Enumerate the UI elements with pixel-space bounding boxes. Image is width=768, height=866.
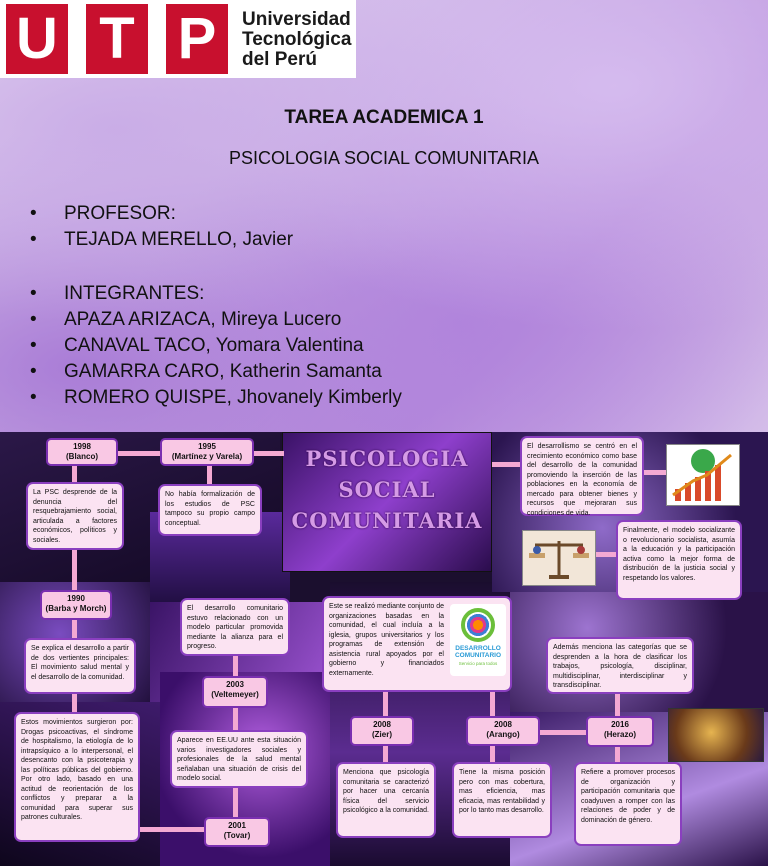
label-2008-arango: 2008 (Arango) — [466, 716, 540, 746]
label-2003-veltemeyer: 2003 (Veltemeyer) — [202, 676, 268, 708]
cover-slide — [0, 0, 768, 432]
text-box-herazo: Refiere a promover procesos de organización y participación comunitaria que coadyuven a romper con las relaciones de poder y de dominación de género. — [574, 762, 682, 846]
scale-icon — [523, 531, 595, 585]
justice-scale-illustration — [522, 530, 596, 586]
arrow-connector — [233, 787, 238, 817]
arrow-connector — [540, 730, 586, 735]
page-title: TAREA ACADEMICA 1 — [284, 107, 484, 128]
arrow-connector — [233, 708, 238, 730]
infographic-title: PSICOLOGIA SOCIAL COMUNITARIA — [291, 446, 483, 533]
page-subtitle: PSICOLOGIA SOCIAL COMUNITARIA — [228, 148, 540, 168]
label-2016-herazo: 2016 (Herazo) — [586, 716, 654, 747]
text-box-socialista: Finalmente, el modelo socializante o revolucionario socialista, asumía a la educación y la participación activa como la mejor forma de distribución de la justicia social y respetando los valores. — [616, 520, 742, 600]
text-box-barba: Se explica el desarrollo a partir de dos vertientes principales: El movimiento salud mental y el desarrollo de la comunidad. — [24, 638, 136, 694]
text-box-martinez: No había formalización de los estudios de PSC tampoco su propio campo conceptual. — [158, 484, 262, 536]
member-item: • CANAVAL TACO, Yomara Valentina — [30, 335, 364, 356]
decorative-photo — [668, 708, 764, 762]
members-list — [30, 281, 402, 411]
logo-letter-u: U — [6, 4, 68, 74]
text-box-organizaciones — [322, 596, 512, 692]
label-1990-barba: 1990 (Barba y Morch) — [40, 590, 112, 620]
text-box-desarrollo-comunitario: El desarrollo comunitario estuvo relacionado con un modelo particular promovida mediante la alianza para el progreso. — [180, 598, 290, 656]
text-box-blanco: La PSC desprende de la denuncia del resquebrajamiento social, articulada a factores económicos, políticos y sociales. — [26, 482, 124, 550]
arrow-connector — [383, 690, 388, 716]
text-box-zier: Menciona que psicología comunitaria se caracterizó por hacer una cercanía física del servicio psicológico a la comunidad. — [336, 762, 436, 838]
text-box-arango: Tiene la misma posición pero con mas cobertura, mas eficiencia, mas eficacia, mas rentabilidad y por lo tanto mas desarrollo. — [452, 762, 552, 838]
growth-chart-icon — [667, 445, 739, 505]
community-icon — [461, 608, 495, 642]
logo-text: DESARROLLO COMUNITARIO — [454, 645, 502, 659]
label-2001-tovar: 2001 (Tovar) — [204, 817, 270, 847]
logo-tagline: Servicio para todos — [458, 661, 498, 666]
growth-chart-illustration — [666, 444, 740, 506]
desarrollo-comunitario-logo — [450, 604, 506, 676]
utp-logo — [0, 0, 356, 78]
label-2008-zier: 2008 (Zier) — [350, 716, 414, 746]
text-box-categorias: Además menciona las categorías que se desprenden a la hora de clasificar los trabajos, psicología, disciplinar, multidisciplinar, interdisciplinar y transdisciplinar. — [546, 637, 694, 694]
arrow-connector — [490, 690, 495, 716]
label-1995-martinez: 1995 (Martínez y Varela) — [160, 438, 254, 466]
infographic — [0, 432, 768, 866]
arrow-connector — [72, 694, 77, 712]
members-heading: • INTEGRANTES: — [30, 283, 205, 304]
member-item: • ROMERO QUISPE, Jhovanely Kimberly — [30, 387, 402, 408]
text-box-tovar: Aparece en EE.UU ante esta situación varios investigadores sociales y profesionales de la salud mental señalaban una situación de crisis del modelo social. — [170, 730, 308, 788]
arrow-connector — [72, 550, 77, 590]
university-name: Universidad Tecnológica del Perú — [242, 9, 352, 70]
organizaciones-text: Este se realizó mediante conjunto de organizaciones basadas en la comunidad, el cual incluía a la iglesia, grupos universitarios y los programas de extensión de asistencia rural apoyados por el gobierno y financiados externamente. — [329, 603, 444, 677]
professor-name: • TEJADA MERELLO, Javier — [30, 229, 294, 250]
member-item: • APAZA ARIZACA, Mireya Lucero — [30, 309, 342, 330]
professor-heading: • PROFESOR: — [30, 203, 176, 224]
member-item: • GAMARRA CARO, Katherin Samanta — [30, 361, 382, 382]
label-1998-blanco: 1998 (Blanco) — [46, 438, 118, 466]
arrow-connector — [254, 451, 284, 456]
text-box-desarrollismo: El desarrollismo se centró en el crecimiento económico como base del desarrollo de la comunidad promoviendo la inserción de las poblaciones en la economía de mercado para obtener bienes y recursos que mejoraran sus condiciones de vida. — [520, 436, 644, 516]
arrow-connector — [72, 620, 77, 638]
text-box-movimientos: Estos movimientos surgieron por: Drogas psicoactivas, el síndrome de hospitalismo, la etiología de lo intrapsíquico a lo interpersonal, el desencanto con la psicoterapia y las políticas públicas del gobierno. Por otro lado, basado en una actitud de reorientación de los conflictos y preparar a la comunidad para superar sus patrones culturales. — [14, 712, 140, 842]
arrow-connector — [615, 694, 620, 716]
arrow-connector — [207, 465, 212, 485]
arrow-connector — [233, 656, 238, 676]
arrow-connector — [140, 827, 204, 832]
logo-letter-t: T — [86, 4, 148, 74]
arrow-connector — [383, 746, 388, 762]
logo-letter-p: P — [166, 4, 228, 74]
arrow-connector — [118, 451, 160, 456]
arrow-connector — [642, 470, 666, 475]
arrow-connector — [490, 746, 495, 762]
arrow-connector — [492, 462, 522, 467]
professor-list — [30, 201, 293, 253]
